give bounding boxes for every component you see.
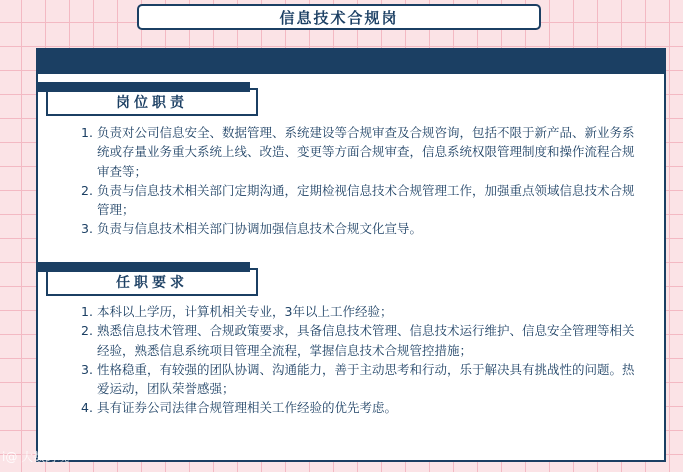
list-item-text: 负责与信息技术相关部门协调加强信息技术合规文化宣导。: [97, 221, 423, 237]
list-item-number: 3.: [81, 361, 93, 377]
duties-list: [81, 123, 642, 239]
list-item-text: 具有证券公司法律合规管理相关工作经验的优先考虑。: [97, 400, 398, 416]
list-item-text: 熟悉信息技术管理、合规政策要求，具备信息技术管理、信息技术运行维护、信息安全管理等相关经验，熟悉信息系统项目管理全流程，掌握信息技术合规管控措施；: [97, 323, 635, 358]
section-heading-requirements: [46, 268, 258, 296]
list-item-number: 2.: [81, 182, 93, 198]
card-top-bar: [38, 50, 664, 74]
section-heading-text: 岗位职责: [116, 95, 188, 111]
requirements-list: [81, 302, 642, 418]
list-item-number: 1.: [81, 125, 93, 140]
list-item-number: 4.: [81, 400, 93, 416]
list-item: [81, 302, 642, 321]
list-item: [81, 398, 642, 417]
section-heading-duties: [46, 88, 258, 116]
page-title: 信息技术合规岗: [279, 8, 399, 27]
list-item-number: 3.: [81, 221, 93, 237]
list-item-text: 负责与信息技术相关部门定期沟通，定期检视信息技术合规管理工作，加强重点领域信息技术合规管理；: [97, 182, 635, 218]
list-item-text: 性格稳重，有较强的团队协调、沟通能力，善于主动思考和行动，乐于解决具有挑战性的问题。热爱运动，团队荣誉感强；: [97, 361, 635, 397]
watermark: i@ 大数跨境: [2, 450, 70, 464]
list-item: [81, 181, 642, 220]
section-heading-text: 任职要求: [116, 275, 188, 291]
list-item-text: 本科以上学历，计算机相关专业，3年以上工作经验；: [97, 304, 393, 319]
page-title-box: [137, 4, 541, 30]
list-item: [81, 123, 642, 181]
list-item-number: 2.: [81, 323, 93, 339]
list-item: [81, 360, 642, 399]
content-card: [36, 48, 666, 462]
list-item: [81, 219, 642, 238]
list-item: [81, 321, 642, 360]
list-item-text: 负责对公司信息安全、数据管理、系统建设等合规审查及合规咨询，包括不限于新产品、新业务系统或存量业务重大系统上线、改造、变更等方面合规审查，信息系统权限管理制度和操作流程合规审查等；: [97, 125, 635, 179]
list-item-number: 1.: [81, 304, 93, 319]
